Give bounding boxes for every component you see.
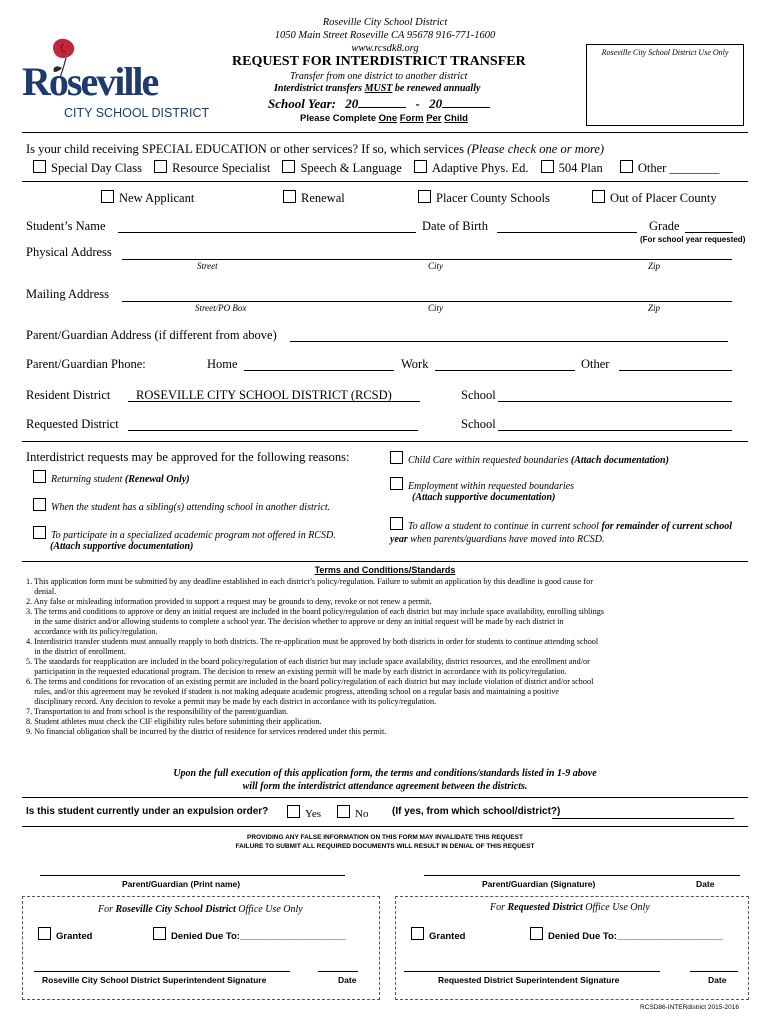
special-ed-question-text: Is your child receiving SPECIAL EDUCATION or other services? If so, which services [26,142,464,156]
requested-title-post: Office Use Only [582,902,650,913]
expulsion-question: Is this student currently under an expulsion order? [26,806,269,817]
reason-bold: (Renewal Only) [124,474,190,485]
checkbox[interactable] [154,160,167,173]
rcsd-sig-label: Roseville City School District Superintendent Signature [42,975,267,985]
renew-pre: Interdistrict transfers [274,83,365,94]
checkbox[interactable] [418,190,431,203]
yes-label: Yes [305,808,322,820]
complete-child: Child [444,113,468,124]
mailing-city-caption: City [428,303,443,313]
school-year-dash: - [415,96,420,111]
option-resource-specialist[interactable] [154,161,270,175]
special-ed-options [33,160,719,176]
option-label: Other ________ [637,161,720,175]
requested-school-label: School [461,417,496,431]
option-special-day-class[interactable] [33,161,142,175]
option-label: Speech & Language [300,161,402,175]
expulsion-followup: (If yes, from which school/district?) [392,806,561,817]
phone-home-label: Home [207,357,238,371]
requested-granted[interactable] [411,927,465,942]
reason-extra: (Attach supportive documentation) [412,492,556,503]
terms-list [26,577,750,737]
school-year-from-field[interactable] [358,107,406,108]
terms-item: disciplinary record. Any decision to revoke a permit may be made by each district in accordance with its policy/regulation. [26,697,437,706]
form-subtitle: Transfer from one district to another district [290,71,468,82]
divider [22,797,748,798]
phone-home-field[interactable] [244,356,394,371]
reason-text: To participate in a specialized academic program not offered in RCSD. [51,530,336,541]
reason-child-care[interactable] [390,451,669,466]
checkbox[interactable] [592,190,605,203]
expulsion-school-field[interactable] [552,806,734,819]
complete-per: Per [426,113,442,124]
granted-label: Granted [56,931,93,942]
checkbox[interactable] [33,526,46,539]
checkbox[interactable] [390,451,403,464]
physical-address-field[interactable] [122,245,732,260]
reason-bold: (Attach documentation) [570,455,669,466]
signature-field[interactable] [424,865,740,876]
warning-line-2: FAILURE TO SUBMIT ALL REQUIRED DOCUMENTS WILL RESULT IN DENIAL OF THIS REQUEST [235,843,535,850]
rcsd-date-field[interactable] [318,965,358,972]
terms-item: 5. The standards for reapplication are included in the board policy/regulation of each district but may include space availability, district resources, and the enrollment and/or [26,657,590,666]
school-year-to: 20 [429,96,443,111]
terms-item: 4. Interdistrict transfer students must annually reapply to both districts. The re-application must be approved by both districts in order for students to continue attending school [26,637,599,646]
resident-district-label: Resident District [26,388,111,402]
form-title: REQUEST FOR INTERDISTRICT TRANSFER [232,54,526,69]
dob-label: Date of Birth [422,219,488,233]
footer-code: RCSD86-INTERdistrict 2015-2016 [640,1004,739,1011]
divider [22,181,748,182]
terms-item: 7. Transportation to and from school is the responsibility of the parent/guardian. [26,707,289,716]
school-year-to-field[interactable] [442,107,490,108]
warning-line-1: PROVIDING ANY FALSE INFORMATION ON THIS FORM MAY INVALIDATE THIS REQUEST [247,834,523,841]
rcsd-date-label: Date [338,975,357,985]
resident-district-value: ROSEVILLE CITY SCHOOL DISTRICT (RCSD) [136,388,392,402]
divider [22,132,748,133]
no-label: No [355,808,369,820]
signature-label: Parent/Guardian (Signature) [482,879,596,889]
reason-specialized-program[interactable] [33,526,383,552]
checkbox[interactable] [287,805,300,818]
checkbox[interactable] [153,927,166,940]
district-name: Roseville City School District [322,17,448,28]
terms-item: in the district of enrollment. [26,647,126,656]
school-year-label: School Year: [268,96,337,111]
checkbox[interactable] [620,160,633,173]
terms-item: 3. The terms and conditions to approve or deny an initial request are included in the board policy/regulation of each district but may include space availability, enrolling siblings [26,607,604,616]
mailing-address-field[interactable] [122,287,732,302]
reason-extra: (Attach supportive documentation) [50,541,194,552]
checkbox[interactable] [33,160,46,173]
checkbox[interactable] [283,190,296,203]
option-label: Resource Specialist [172,161,271,175]
terms-item: in the same district and/or allowing students to complete a school year. The decision whether to approve or deny an initial request will be made by each district in [26,617,564,626]
reason-continue-current-school[interactable] [390,517,750,546]
rcsd-sig-field[interactable] [34,965,290,972]
print-name-field[interactable] [40,865,345,876]
special-ed-hint: (Please check one or more) [467,142,605,156]
terms-closing-1: Upon the full execution of this application form, the terms and conditions/standards listed in 1-9 above [173,768,597,779]
rcsd-title-bold: Roseville City School District [115,904,236,915]
terms-item: 2. Any false or misleading information provided to support a request may be grounds to deny, revoke or not renew a permit. [26,597,432,606]
terms-item: accordance with its policy/regulation. [26,627,158,636]
reason-employment[interactable] [390,477,574,503]
option-label: Special Day Class [51,161,142,175]
phone-other-field[interactable] [619,356,732,371]
applicant-out-of-county[interactable] [592,190,717,206]
physical-address-label: Physical Address [26,245,112,259]
granted-label: Granted [429,931,466,942]
terms-item: 1. This application form must be submitted by any deadline established in each district’s policy/regulation. Failure to submit an application by this deadline is good cause for [26,577,593,586]
checkbox[interactable] [38,927,51,940]
district-address: 1050 Main Street Roseville CA 95678 916-771-1600 [274,30,496,41]
requested-district-field[interactable] [128,416,418,431]
requested-school-field[interactable] [498,416,732,431]
applicant-renewal[interactable] [283,190,345,206]
mailing-address-label: Mailing Address [26,287,109,301]
terms-items [26,577,750,737]
dob-field[interactable] [497,218,637,233]
requested-office-title [490,902,650,913]
complete-form: Form [399,113,424,124]
divider [22,826,748,827]
terms-item: 8. Student athletes must check the CIF eligibility rules before submitting their application. [26,717,322,726]
reason-sibling[interactable] [33,498,330,513]
reason-text: Returning student [51,474,125,485]
rcsd-denied[interactable] [153,927,346,942]
logo-subtitle: CITY SCHOOL DISTRICT [64,106,210,120]
grade-label: Grade [649,219,680,233]
special-ed-question [26,142,604,157]
requested-date-label: Date [708,975,727,985]
rcsd-title-pre: For [98,904,116,915]
reason-text: Employment within requested boundaries [408,481,574,492]
form-renew-note [274,83,480,94]
district-website: www.rcsdk8.org [351,43,419,54]
terms-item: 6. The terms and conditions for revocation of an existing permit are included in the board policy/regulation of each district but may include violation of district and/or school [26,677,594,686]
requested-title-pre: For [490,902,508,913]
logo-word: Roseville [22,59,158,104]
terms-title: Terms and Conditions/Standards [314,565,456,575]
complete-one-form [300,113,468,124]
rcsd-office-title [98,904,303,915]
physical-zip-caption: Zip [648,261,661,271]
reason-bold: for remainder of current school year [390,521,732,545]
grade-field[interactable] [685,218,733,233]
applicant-placer-county[interactable] [418,190,550,206]
signature-date-label: Date [696,879,715,889]
guardian-phone-label: Parent/Guardian Phone: [26,357,146,371]
mailing-zip-caption: Zip [648,303,661,313]
complete-one: One [378,113,398,124]
phone-work-label: Work [401,357,429,371]
resident-school-field[interactable] [498,387,732,402]
office-use-box [586,44,744,126]
grade-note: (For school year requested) [640,235,746,244]
applicant-label: Renewal [301,191,345,205]
checkbox[interactable] [390,517,403,530]
checkbox[interactable] [337,805,350,818]
divider [22,561,748,562]
applicant-label: Out of Placer County [610,191,717,205]
option-label: 504 Plan [558,161,603,175]
student-name-field[interactable] [118,218,416,233]
student-name-label: Student’s Name [26,219,106,233]
checkbox[interactable] [282,160,295,173]
terms-item: rules, and/or this agreement may be revoked if student is not making adequate academic progress, attending school on a regular basis and maintaining a positive [26,687,559,696]
checkbox[interactable] [33,470,46,483]
expulsion-yes[interactable] [287,805,321,820]
checkbox[interactable] [414,160,427,173]
guardian-address-label: Parent/Guardian Address (if different from above) [26,328,277,342]
checkbox[interactable] [390,477,403,490]
expulsion-no[interactable] [337,805,368,820]
denied-label: Denied Due To:____________________ [548,931,723,942]
phone-other-label: Other [581,357,610,371]
resident-school-label: School [461,388,496,402]
rcsd-granted[interactable] [38,927,92,942]
applicant-label: New Applicant [119,191,195,205]
applicant-label: Placer County Schools [436,191,550,205]
reasons-intro: Interdistrict requests may be approved for the following reasons: [26,450,350,464]
checkbox[interactable] [101,190,114,203]
school-year-from: 20 [345,96,359,111]
requested-denied[interactable] [530,927,723,942]
option-label: Adaptive Phys. Ed. [431,161,529,175]
physical-city-caption: City [428,261,443,271]
print-name-label: Parent/Guardian (Print name) [122,879,241,889]
requested-district-label: Requested District [26,417,119,431]
reason-text: When the student has a sibling(s) attending school in another district. [51,502,331,513]
office-use-label: Roseville City School District Use Only [601,48,729,57]
reason-extra: when parents/guardians have moved into RCSD. [407,534,605,545]
reason-text: Child Care within requested boundaries [408,455,571,466]
renew-must: MUST [364,83,393,94]
checkbox[interactable] [33,498,46,511]
requested-sig-field[interactable] [404,965,660,972]
option-other[interactable] [620,161,720,175]
divider [22,441,748,442]
school-year [268,96,490,112]
phone-work-field[interactable] [435,356,575,371]
guardian-address-field[interactable] [290,327,728,342]
physical-street-caption: Street [197,261,218,271]
complete-pre: Please Complete [300,113,379,124]
option-adaptive-pe[interactable] [414,161,529,175]
requested-date-field[interactable] [690,965,738,972]
terms-item: denial. [26,587,57,596]
renew-post: be renewed annually [392,83,481,94]
requested-title-bold: Requested District [507,902,583,913]
terms-item: participation in the requested educational program. The decision to renew an existing permit will be made by each district in accordance with its policy/regulation. [26,667,567,676]
terms-closing-2: will form the interdistrict attendance agreement between the districts. [242,781,528,792]
checkbox[interactable] [541,160,554,173]
reason-returning-student[interactable] [33,470,190,485]
checkbox[interactable] [411,927,424,940]
reason-text: To allow a student to continue in current school [408,521,602,532]
denied-label: Denied Due To:____________________ [171,931,346,942]
terms-item: 9. No financial obligation shall be incurred by the district of residence for services rendered under this permit. [26,727,387,736]
requested-sig-label: Requested District Superintendent Signature [438,975,620,985]
option-speech-language[interactable] [282,161,401,175]
option-504-plan[interactable] [541,161,603,175]
mailing-street-caption: Street/PO Box [195,303,247,313]
rcsd-title-post: Office Use Only [235,904,303,915]
checkbox[interactable] [530,927,543,940]
applicant-new[interactable] [101,190,194,206]
